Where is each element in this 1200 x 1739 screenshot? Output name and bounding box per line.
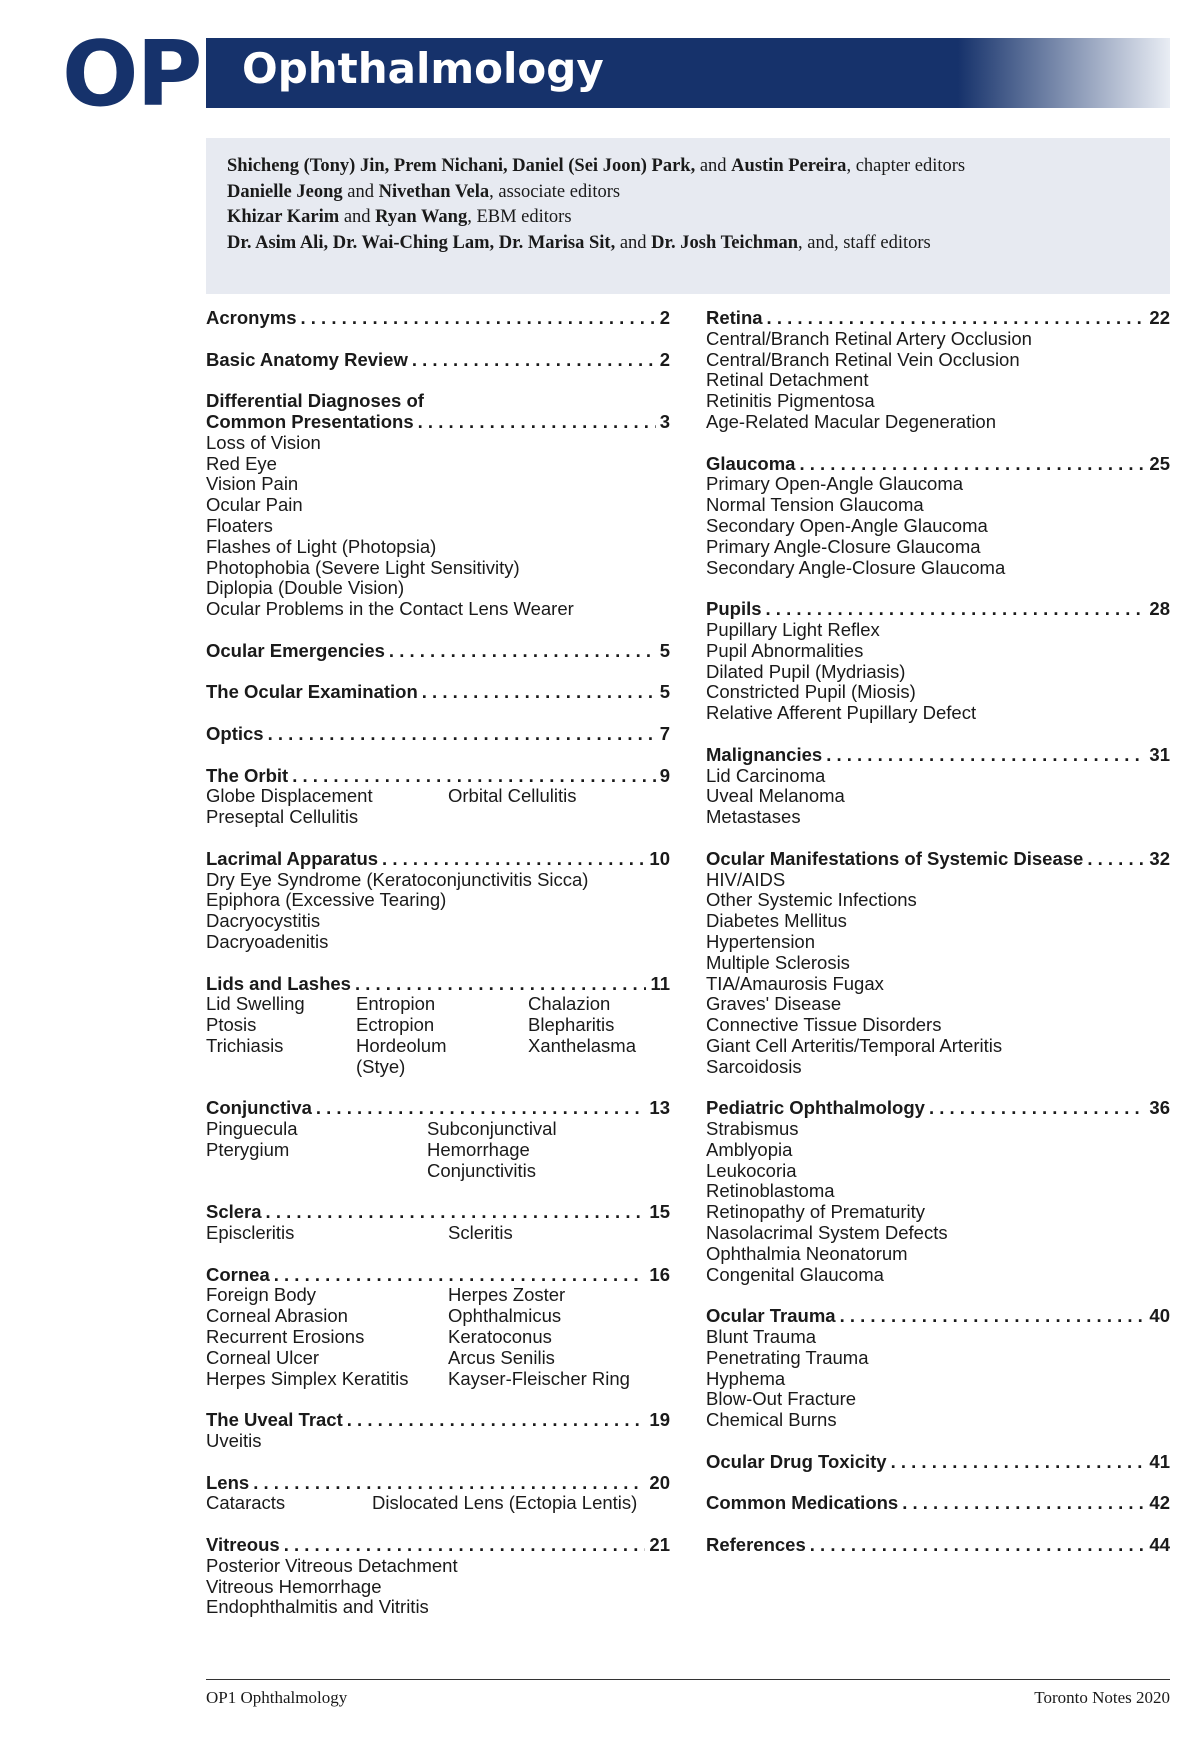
toc-subitem: Pinguecula bbox=[206, 1118, 298, 1140]
toc-section-emergencies bbox=[206, 641, 670, 662]
toc-subitem: Posterior Vitreous Detachment bbox=[206, 1554, 458, 1576]
toc-section-exam bbox=[206, 682, 670, 703]
toc-entry[interactable]: Ocular Emergencies . . . 5 bbox=[206, 641, 670, 662]
toc-section-pupils bbox=[706, 599, 1170, 724]
toc-subitem: Ectropion bbox=[356, 1014, 435, 1036]
toc-subitem: (Stye) bbox=[356, 1055, 406, 1077]
editor-line: Shicheng (Tony) Jin, Prem Nichani, Daniel (Sei Joon) Park, and Austin Pereira, chapter editors bbox=[227, 156, 966, 176]
toc-section-glaucoma bbox=[706, 454, 1170, 579]
toc-section-ddx bbox=[206, 391, 670, 620]
toc-subitem: Congenital Glaucoma bbox=[706, 1263, 884, 1285]
toc-entry[interactable]: Retina . . . 22 bbox=[706, 308, 1170, 329]
toc-subitem: Chemical Burns bbox=[706, 1409, 837, 1431]
toc-subitem: Retinal Detachment bbox=[706, 369, 869, 391]
toc-entry[interactable]: Cornea . . . 16 bbox=[206, 1265, 670, 1286]
toc-section-systemic bbox=[706, 849, 1170, 1078]
toc-section-sclera bbox=[206, 1202, 670, 1244]
toc-entry[interactable]: Ocular Manifestations of Systemic Disease . . . 32 bbox=[706, 849, 1170, 870]
toc-subitem: Trichiasis bbox=[206, 1034, 284, 1056]
toc-subitem: Chalazion bbox=[528, 993, 611, 1015]
editor-line: Dr. Asim Ali, Dr. Wai-Ching Lam, Dr. Marisa Sit, and Dr. Josh Teichman, and, staff editors bbox=[227, 232, 931, 253]
toc-subitem: Retinitis Pigmentosa bbox=[706, 390, 875, 412]
toc-subitem: Vision Pain bbox=[206, 473, 299, 495]
toc-subitem: TIA/Amaurosis Fugax bbox=[706, 972, 884, 994]
toc-entry[interactable]: The Uveal Tract . . . 19 bbox=[206, 1410, 670, 1431]
toc-subitem: Hyphema bbox=[706, 1367, 786, 1389]
toc-subitem: Other Systemic Infections bbox=[706, 889, 917, 911]
footer-page-label: OP1 Ophthalmology bbox=[206, 1688, 348, 1707]
toc-subitem: Metastases bbox=[706, 806, 801, 828]
toc-subitem: Recurrent Erosions bbox=[206, 1326, 365, 1348]
toc-entry[interactable]: Acronyms . . . 2 bbox=[206, 308, 670, 329]
toc-section-anatomy bbox=[206, 350, 670, 371]
toc-subitem: Relative Afferent Pupillary Defect bbox=[706, 702, 977, 724]
toc-subitem: Primary Open-Angle Glaucoma bbox=[706, 473, 964, 495]
toc-subitem: Arcus Senilis bbox=[448, 1346, 555, 1368]
toc-section-vitreous bbox=[206, 1535, 670, 1618]
toc-entry[interactable]: Conjunctiva . . . 13 bbox=[206, 1098, 670, 1119]
toc-subitem: Entropion bbox=[356, 993, 436, 1015]
toc-entry[interactable]: Lids and Lashes . . . 11 bbox=[206, 974, 670, 995]
toc-entry[interactable]: Pupils . . . 28 bbox=[706, 599, 1170, 620]
toc-entry[interactable]: Basic Anatomy Review . . . 2 bbox=[206, 350, 670, 371]
toc-subitem: Retinoblastoma bbox=[706, 1180, 835, 1202]
toc-subitem: Secondary Angle-Closure Glaucoma bbox=[706, 556, 1006, 578]
toc-subitem: Ophthalmia Neonatorum bbox=[706, 1242, 908, 1264]
footer-divider bbox=[206, 1679, 1170, 1680]
toc-entry[interactable]: Pediatric Ophthalmology . . . 36 bbox=[706, 1098, 1170, 1119]
toc-subitem: Photophobia (Severe Light Sensitivity) bbox=[206, 556, 520, 578]
toc-section-lids bbox=[206, 974, 670, 1078]
toc-subitem: Leukocoria bbox=[706, 1159, 797, 1181]
toc-subitem: Conjunctivitis bbox=[427, 1159, 536, 1181]
toc-subitem: Vitreous Hemorrhage bbox=[206, 1575, 382, 1597]
toc-subitem: Uveal Melanoma bbox=[706, 785, 845, 807]
toc-subitem: Lid Carcinoma bbox=[706, 764, 826, 786]
toc-subitem: Scleritis bbox=[448, 1222, 513, 1244]
toc-section-orbit bbox=[206, 766, 670, 828]
toc-subitem: Globe Displacement bbox=[206, 785, 373, 807]
editor-line: Danielle Jeong and Nivethan Vela, associate editors bbox=[227, 181, 621, 202]
toc-subitem: Herpes Zoster bbox=[448, 1284, 566, 1306]
toc-entry[interactable]: The Orbit . . . 9 bbox=[206, 766, 670, 787]
toc-section-lacrimal bbox=[206, 849, 670, 953]
toc-section-uveal bbox=[206, 1410, 670, 1452]
toc-subitem: Ptosis bbox=[206, 1014, 257, 1036]
toc-subitem: Diplopia (Double Vision) bbox=[206, 577, 405, 599]
toc-subitem: Ocular Problems in the Contact Lens Wearer bbox=[206, 598, 574, 620]
toc-entry-line1[interactable]: Differential Diagnoses of bbox=[206, 390, 424, 412]
toc-subitem: Strabismus bbox=[706, 1118, 799, 1140]
toc-subitem: Preseptal Cellulitis bbox=[206, 806, 359, 828]
toc-section-acronyms bbox=[206, 308, 670, 329]
editors-panel bbox=[206, 138, 1170, 294]
toc-subitem: Blow-Out Fracture bbox=[706, 1388, 857, 1410]
toc-subitem: Xanthelasma bbox=[528, 1034, 636, 1056]
toc-subitem: Ocular Pain bbox=[206, 494, 303, 516]
toc-entry[interactable]: Sclera . . . 15 bbox=[206, 1202, 670, 1223]
toc-subitem: Lid Swelling bbox=[206, 993, 305, 1015]
toc-subitem: Kayser-Fleischer Ring bbox=[448, 1367, 630, 1389]
toc-entry[interactable]: Common Presentations . . . 3 bbox=[206, 412, 670, 433]
toc-subitem: Herpes Simplex Keratitis bbox=[206, 1367, 409, 1389]
toc-subitem: Floaters bbox=[206, 514, 273, 536]
toc-subitem: Sarcoidosis bbox=[706, 1055, 802, 1077]
toc-subitem: Pupil Abnormalities bbox=[706, 639, 864, 661]
title-banner bbox=[206, 38, 1170, 108]
toc-section-pediatric bbox=[706, 1098, 1170, 1285]
toc-subitem: Blunt Trauma bbox=[706, 1326, 817, 1348]
toc-section-references bbox=[706, 1535, 1170, 1556]
toc-subitem: Corneal Abrasion bbox=[206, 1305, 348, 1327]
toc-subitem: Primary Angle-Closure Glaucoma bbox=[706, 535, 981, 557]
toc-subitem: Diabetes Mellitus bbox=[706, 910, 847, 932]
footer-book-label: Toronto Notes 2020 bbox=[1034, 1688, 1170, 1707]
toc-subitem: Hypertension bbox=[706, 930, 816, 952]
toc-subitem: Amblyopia bbox=[706, 1138, 793, 1160]
toc-section-cornea bbox=[206, 1265, 670, 1390]
toc-entry[interactable]: Lens . . . 20 bbox=[206, 1473, 670, 1494]
toc-subitem: Constricted Pupil (Miosis) bbox=[706, 681, 916, 703]
toc-section-trauma bbox=[706, 1306, 1170, 1431]
toc-entry[interactable]: Glaucoma . . . 25 bbox=[706, 454, 1170, 475]
toc-subitem: Dacryocystitis bbox=[206, 910, 321, 932]
toc-subitem: Corneal Ulcer bbox=[206, 1346, 320, 1368]
toc-subitem: Pterygium bbox=[206, 1138, 290, 1160]
toc-subitem: Hordeolum bbox=[356, 1034, 447, 1056]
page-title: Ophthalmology bbox=[242, 44, 604, 93]
toc-entry[interactable]: Malignancies . . . 31 bbox=[706, 745, 1170, 766]
toc-subitem: Loss of Vision bbox=[206, 431, 321, 453]
toc-section-retina bbox=[706, 308, 1170, 433]
toc-left-column bbox=[206, 308, 670, 1639]
toc-subitem: HIV/AIDS bbox=[706, 868, 786, 890]
toc-subitem: Cataracts bbox=[206, 1492, 286, 1514]
chapter-logo: OP bbox=[62, 22, 201, 127]
toc-entry[interactable]: Common Medications . . . 42 bbox=[706, 1493, 1170, 1514]
toc-entry[interactable]: Ocular Trauma . . . 40 bbox=[706, 1306, 1170, 1327]
toc-entry[interactable]: References . . . 44 bbox=[706, 1535, 1170, 1556]
toc-subitem: Central/Branch Retinal Vein Occlusion bbox=[706, 348, 1020, 370]
editor-line: Khizar Karim and Ryan Wang, EBM editors bbox=[227, 207, 572, 227]
toc-section-conjunctiva bbox=[206, 1098, 670, 1181]
toc-entry[interactable]: Vitreous . . . 21 bbox=[206, 1535, 670, 1556]
toc-subitem: Flashes of Light (Photopsia) bbox=[206, 535, 437, 557]
toc-subitem: Graves' Disease bbox=[706, 993, 842, 1015]
toc-entry[interactable]: The Ocular Examination . . . 5 bbox=[206, 682, 670, 703]
toc-subitem: Dilated Pupil (Mydriasis) bbox=[706, 660, 906, 682]
toc-subitem: Dry Eye Syndrome (Keratoconjunctivitis Sicca) bbox=[206, 868, 589, 890]
toc-subitem: Foreign Body bbox=[206, 1284, 317, 1306]
toc-subitem: Epiphora (Excessive Tearing) bbox=[206, 889, 447, 911]
toc-subitem: Subconjunctival bbox=[427, 1118, 557, 1140]
toc-subitem: Hemorrhage bbox=[427, 1138, 530, 1160]
toc-subitem: Dislocated Lens (Ectopia Lentis) bbox=[372, 1492, 638, 1514]
toc-section-medications bbox=[706, 1493, 1170, 1514]
toc-subitem: Central/Branch Retinal Artery Occlusion bbox=[706, 327, 1032, 349]
toc-subitem: Uveitis bbox=[206, 1430, 262, 1452]
toc-subitem: Secondary Open-Angle Glaucoma bbox=[706, 514, 988, 536]
toc-subitem: Keratoconus bbox=[448, 1326, 552, 1348]
toc-subitem: Ophthalmicus bbox=[448, 1305, 562, 1327]
toc-entry[interactable]: Lacrimal Apparatus . . . 10 bbox=[206, 849, 670, 870]
toc-section-toxicity bbox=[706, 1452, 1170, 1473]
toc-subitem: Red Eye bbox=[206, 452, 277, 474]
toc-subitem: Dacryoadenitis bbox=[206, 930, 329, 952]
toc-subitem: Nasolacrimal System Defects bbox=[706, 1222, 948, 1244]
toc-subitem: Giant Cell Arteritis/Temporal Arteritis bbox=[706, 1034, 1003, 1056]
toc-subitem: Age-Related Macular Degeneration bbox=[706, 410, 997, 432]
toc-entry[interactable]: Ocular Drug Toxicity . . . 41 bbox=[706, 1452, 1170, 1473]
toc-subitem: Connective Tissue Disorders bbox=[706, 1014, 942, 1036]
toc-subitem: Orbital Cellulitis bbox=[448, 785, 577, 807]
toc-entry[interactable]: Optics . . . 7 bbox=[206, 724, 670, 745]
toc-subitem: Endophthalmitis and Vitritis bbox=[206, 1596, 429, 1618]
toc-subitem: Multiple Sclerosis bbox=[706, 951, 850, 973]
toc-subitem: Episcleritis bbox=[206, 1222, 295, 1244]
toc-section-malignancies bbox=[706, 745, 1170, 828]
toc-subitem: Penetrating Trauma bbox=[706, 1346, 869, 1368]
toc-right-column bbox=[706, 308, 1170, 1577]
toc-section-lens bbox=[206, 1473, 670, 1515]
toc-section-optics bbox=[206, 724, 670, 745]
toc-subitem: Retinopathy of Prematurity bbox=[706, 1201, 926, 1223]
toc-subitem: Normal Tension Glaucoma bbox=[706, 494, 924, 516]
toc-subitem: Blepharitis bbox=[528, 1014, 615, 1036]
toc-subitem: Pupillary Light Reflex bbox=[706, 618, 880, 640]
